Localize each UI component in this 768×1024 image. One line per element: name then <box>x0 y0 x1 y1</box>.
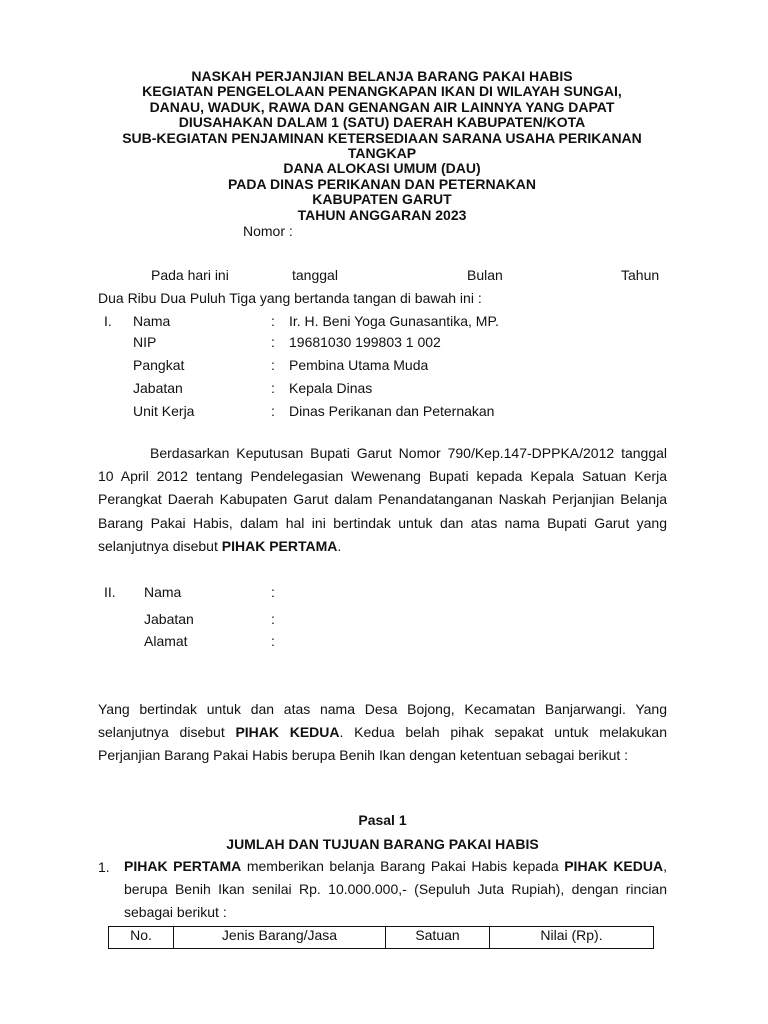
title-line: TANGKAP <box>347 145 417 162</box>
party-two-label: Nama <box>144 584 182 600</box>
party-two-label: Jabatan <box>144 611 194 627</box>
document-title <box>80 69 684 223</box>
pasal-title: JUMLAH DAN TUJUAN BARANG PAKAI HABIS <box>226 836 539 852</box>
nomor-label: Nomor : <box>243 223 293 239</box>
title-line: KEGIATAN PENGELOLAAN PENANGKAPAN IKAN DI WILAYAH SUNGAI, <box>142 83 622 100</box>
date-bulan: Bulan <box>467 267 503 283</box>
party-one-sep: : <box>271 313 275 329</box>
date-tanggal: tanggal <box>292 267 338 283</box>
item-number: 1. <box>98 859 110 875</box>
party-one-basis <box>98 442 667 558</box>
title-line: SUB-KEGIATAN PENJAMINAN KETERSEDIAAN SARANA USAHA PERIKANAN <box>122 129 642 146</box>
party-two-basis <box>98 698 667 768</box>
party-one-sep: : <box>271 357 275 373</box>
basis-text: Yang bertindak untuk dan atas nama Desa Bojong, Kecamatan Banjarwangi. Yang selanjutnya disebut <box>98 701 667 741</box>
item-text <box>124 855 667 925</box>
table-header: No. <box>109 927 174 949</box>
rincian-table <box>108 926 654 949</box>
party-two-sep: : <box>271 584 275 600</box>
basis-text: Berdasarkan Keputusan Bupati Garut Nomor 790/Kep.147-DPPKA/2012 tanggal 10 April 2012 tentang Pendelegasian Wewenang Bupati kepada Kepala Satuan Kerja Perangkat Daerah Kabupaten Garut dalam Penandatanganan Naskah Perjanjian Belanja Barang Pakai Habis, dalam hal ini bertindak untuk dan atas nama Bupati Garut yang selanjutnya disebut <box>98 445 667 554</box>
date-line-2: Dua Ribu Dua Puluh Tiga yang bertanda tangan di bawah ini : <box>98 290 482 306</box>
title-line: NASKAH PERJANJIAN BELANJA BARANG PAKAI HABIS <box>191 68 573 84</box>
pihak-kedua-label: PIHAK KEDUA <box>564 858 664 874</box>
party-one-label: Unit Kerja <box>133 403 195 419</box>
party-one-value: Kepala Dinas <box>289 380 373 396</box>
pihak-pertama-label: PIHAK PERTAMA <box>124 858 242 874</box>
party-one-sep: : <box>271 334 275 350</box>
date-tahun: Tahun <box>621 267 660 283</box>
party-one-label: Nama <box>133 313 171 329</box>
table-header-row <box>109 927 654 949</box>
party-two-sep: : <box>271 611 275 627</box>
table-header: Jenis Barang/Jasa <box>174 927 386 949</box>
party-one-numeral: I. <box>104 313 112 329</box>
basis-end: . <box>337 537 342 554</box>
party-two-label: Alamat <box>144 633 188 649</box>
title-line: DIUSAHAKAN DALAM 1 (SATU) DAERAH KABUPATEN/KOTA <box>178 114 586 131</box>
title-line: DANA ALOKASI UMUM (DAU) <box>283 160 481 177</box>
party-one-value: Ir. H. Beni Yoga Gunasantika, MP. <box>289 313 499 329</box>
party-one-label: Pangkat <box>133 357 185 373</box>
party-one-label: Jabatan <box>133 380 183 396</box>
party-two-sep: : <box>271 633 275 649</box>
title-line: DANAU, WADUK, RAWA DAN GENANGAN AIR LAINNYA YANG DAPAT <box>149 98 615 115</box>
party-two-numeral: II. <box>104 584 116 600</box>
title-line: KABUPATEN GARUT <box>312 191 452 208</box>
party-one-value: Dinas Perikanan dan Peternakan <box>289 403 495 419</box>
table-header: Satuan <box>386 927 490 949</box>
party-one-value: Pembina Utama Muda <box>289 357 429 373</box>
pihak-pertama-label: PIHAK PERTAMA <box>221 537 338 554</box>
party-one-sep: : <box>271 403 275 419</box>
party-one-sep: : <box>271 380 275 396</box>
title-line: TAHUN ANGGARAN 2023 <box>297 206 467 223</box>
date-pada-hari-ini: Pada hari ini <box>151 267 229 283</box>
party-one-label: NIP <box>133 334 157 350</box>
item-text-part: , berupa Benih Ikan senilai Rp. 10.000.000,- (Sepuluh Juta Rupiah), dengan rincian sebagai berikut : <box>124 858 667 921</box>
pihak-kedua-label: PIHAK KEDUA <box>235 724 340 741</box>
basis-end: . Kedua belah pihak sepakat untuk melakukan Perjanjian Barang Pakai Habis berupa Benih Ikan dengan ketentuan sebagai berikut : <box>98 724 667 764</box>
party-one-value: 19681030 199803 1 002 <box>289 334 441 350</box>
item-text-part: memberikan belanja Barang Pakai Habis kepada <box>241 858 565 874</box>
title-line: PADA DINAS PERIKANAN DAN PETERNAKAN <box>227 175 536 192</box>
pasal-number: Pasal 1 <box>358 812 407 828</box>
table-header: Nilai (Rp). <box>490 927 654 949</box>
